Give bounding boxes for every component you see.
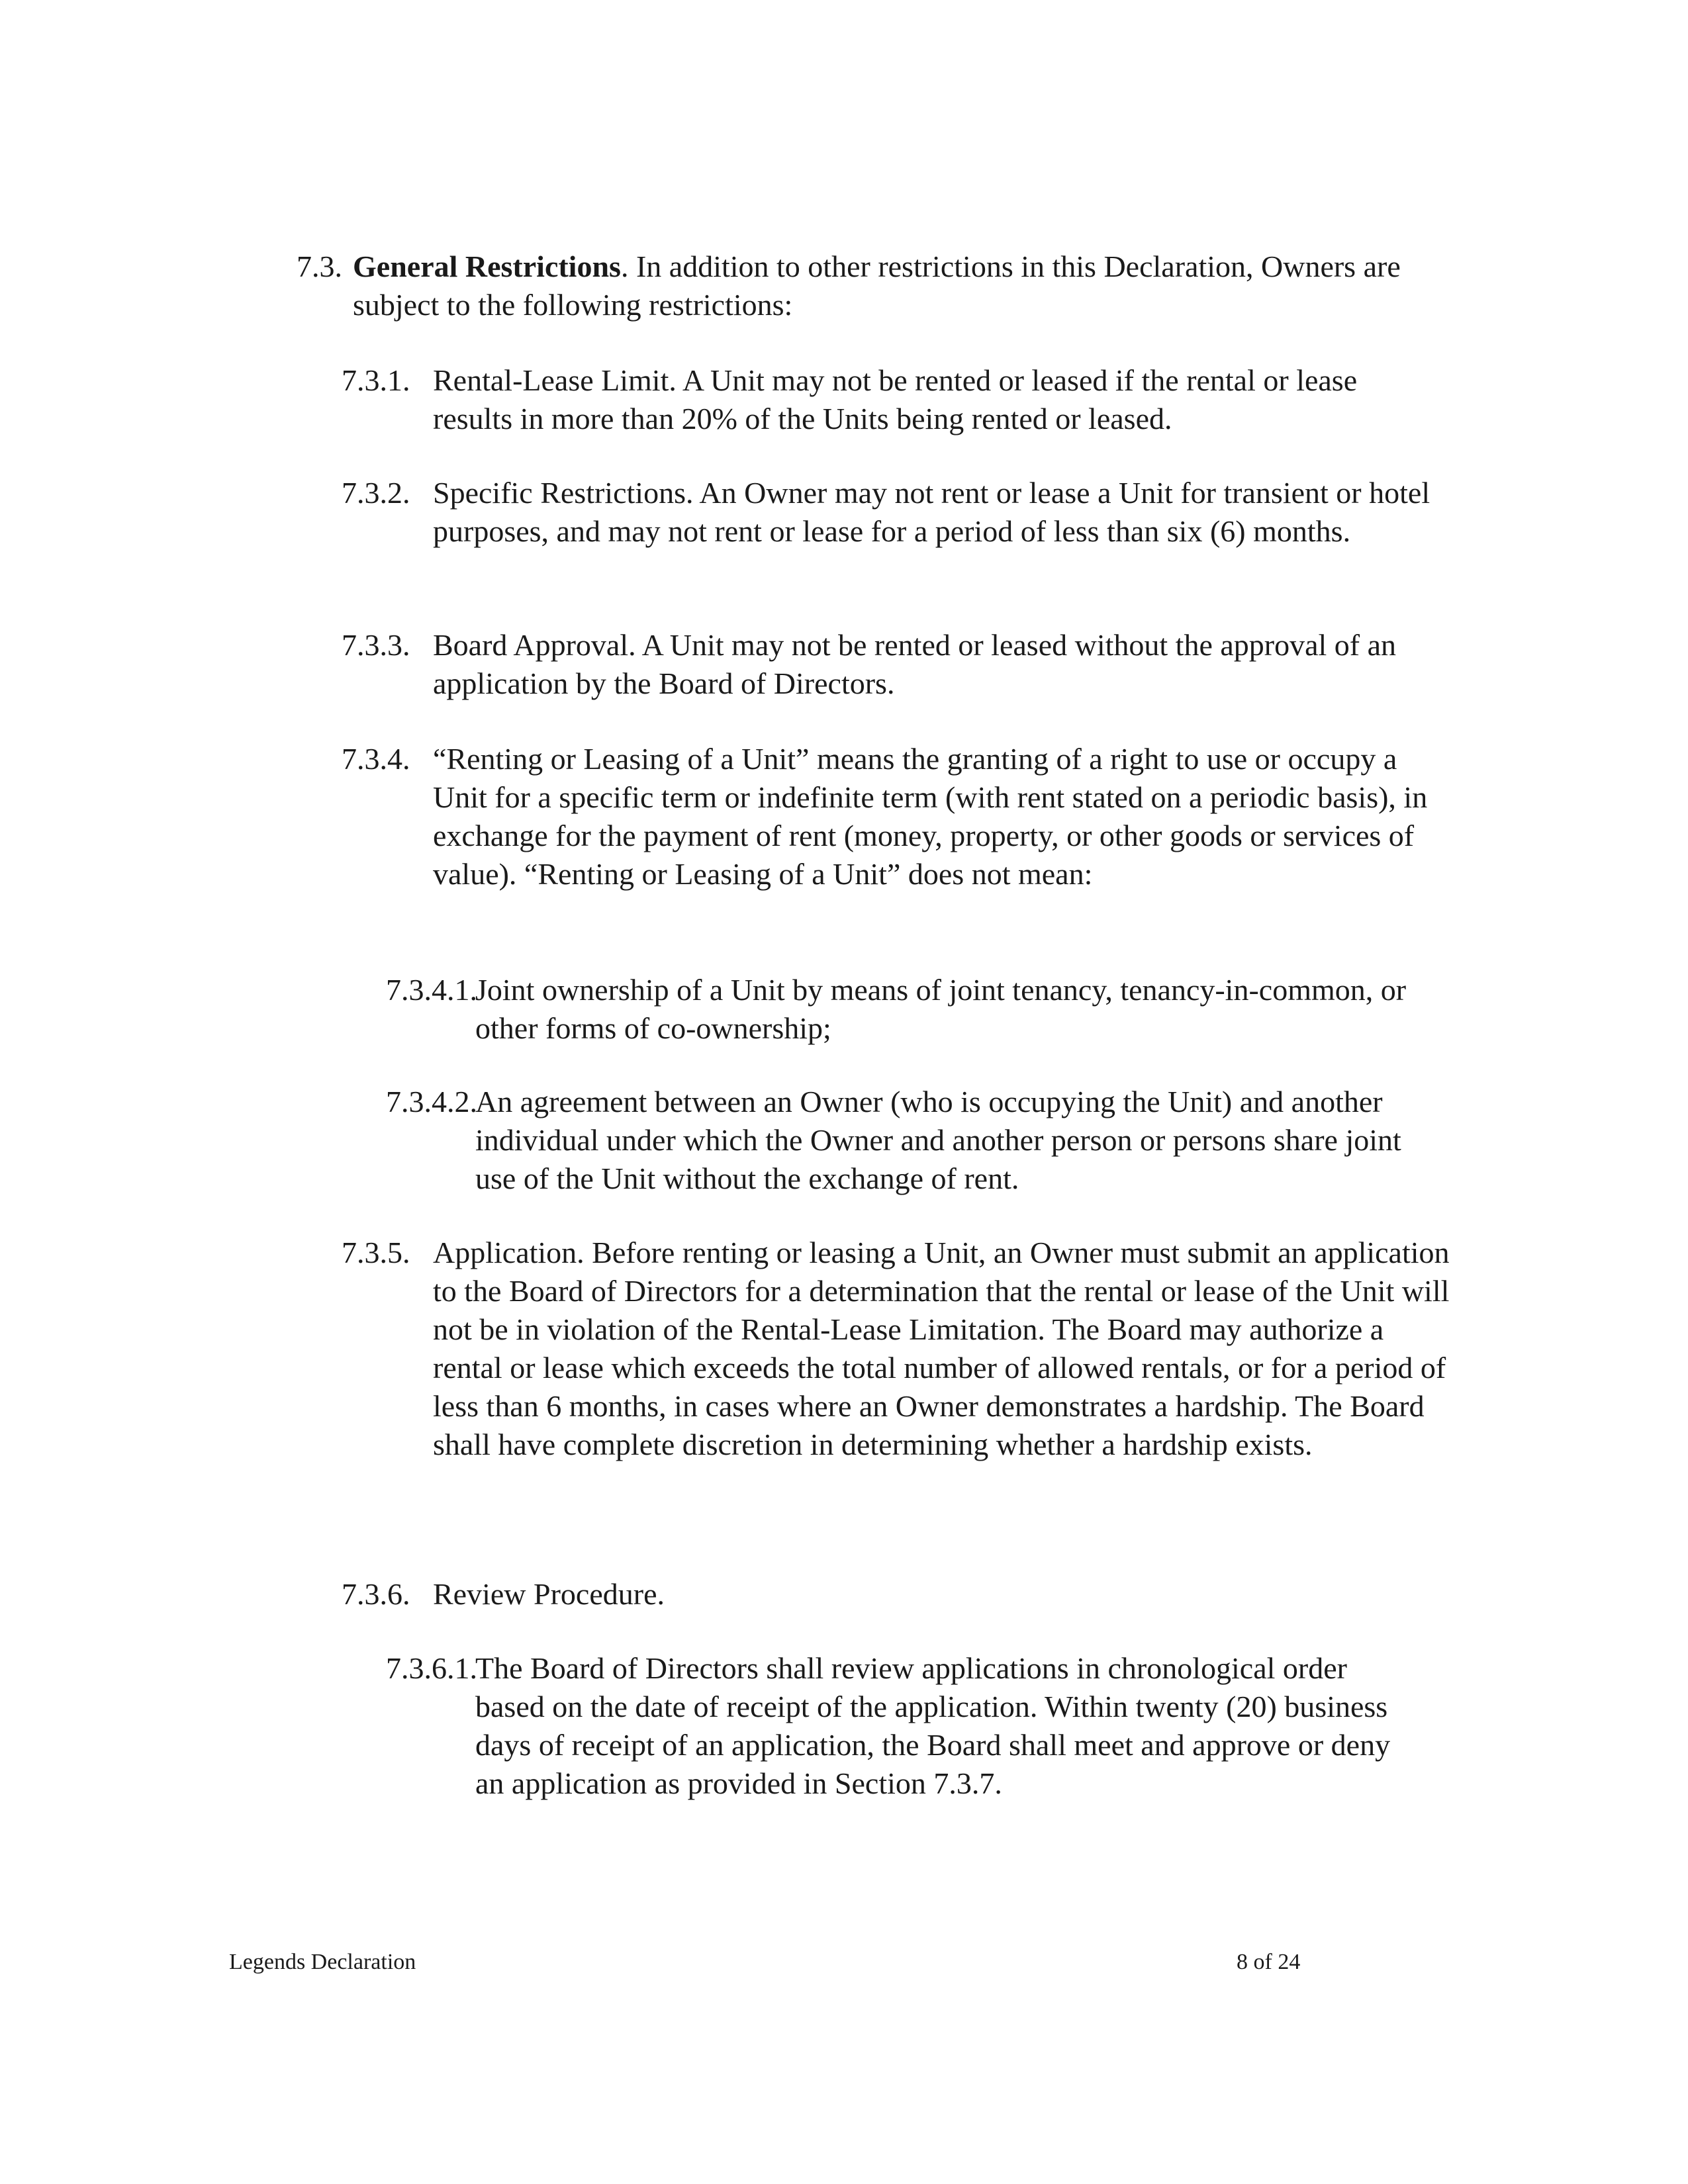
section-text: The Board of Directors shall review applications in chronological order based on the date of receipt of the application. Within twenty (20) business days of receipt of an application, the Board shall meet and approve or deny an application as provided in Section 7.3.7. <box>475 1651 1391 1800</box>
section-number: 7.3.6. <box>342 1577 410 1611</box>
section-7-3-6 <box>342 1575 1440 1614</box>
section-7-3-6-1 <box>386 1649 1419 1803</box>
section-7-3-5 <box>342 1234 1454 1464</box>
section-text: Specific Restrictions. An Owner may not rent or lease a Unit for transient or hotel purposes, and may not rent or lease for a period of less than six (6) months. <box>433 476 1430 548</box>
section-7-3-2 <box>342 474 1454 551</box>
section-number: 7.3.3. <box>342 628 410 662</box>
section-text: Application. Before renting or leasing a Unit, an Owner must submit an application to the Board of Directors for a determination that the rental or lease of the Unit will not be in violation of the Rental-Lease Limitation. The Board may authorize a rental or lease which exceeds the total number of allowed rentals, or for a period of less than 6 months, in cases where an Owner demonstrates a hardship. The Board shall have complete discretion in determining whether a hardship exists. <box>433 1236 1450 1461</box>
section-number: 7.3.5. <box>342 1236 410 1269</box>
section-7-3-1 <box>342 361 1440 438</box>
section-text: Rental-Lease Limit. A Unit may not be rented or leased if the rental or lease results in more than 20% of the Units being rented or leased. <box>433 363 1358 435</box>
section-text: Joint ownership of a Unit by means of joint tenancy, tenancy-in-common, or other forms of co-ownership; <box>475 973 1407 1045</box>
section-number: 7.3.6.1. <box>386 1651 477 1685</box>
section-7-3-4-2 <box>386 1083 1419 1198</box>
section-7-3-4-1 <box>386 971 1419 1048</box>
footer-title: Legends Declaration <box>229 1950 416 1974</box>
section-number: 7.3.1. <box>342 363 410 397</box>
section-number: 7.3.4.2. <box>386 1085 477 1118</box>
footer-page-number: 8 of 24 <box>1237 1950 1301 1974</box>
section-number: 7.3.2. <box>342 476 410 510</box>
section-number: 7.3. <box>297 250 342 283</box>
section-text: “Renting or Leasing of a Unit” means the granting of a right to use or occupy a Unit for a specific term or indefinite term (with rent stated on a periodic basis), in exchange for the payment of rent (money, property, or other goods or services of value). “Renting or Leasing of a Unit” does not mean: <box>433 742 1428 891</box>
section-7-3-4 <box>342 740 1454 893</box>
section-text: An agreement between an Owner (who is occupying the Unit) and another individual under which the Owner and another person or persons share joint use of the Unit without the exchange of rent. <box>475 1085 1401 1195</box>
section-7-3 <box>297 248 1422 324</box>
section-text: . In addition to other restrictions in this Declaration, Owners are subject to the following restrictions: <box>353 250 1401 322</box>
section-text: Board Approval. A Unit may not be rented or leased without the approval of an application by the Board of Directors. <box>433 628 1397 700</box>
section-7-3-3 <box>342 626 1440 703</box>
section-heading: General Restrictions <box>353 250 621 283</box>
section-number: 7.3.4. <box>342 742 410 776</box>
section-text: Review Procedure. <box>433 1577 665 1611</box>
section-number: 7.3.4.1. <box>386 973 477 1007</box>
